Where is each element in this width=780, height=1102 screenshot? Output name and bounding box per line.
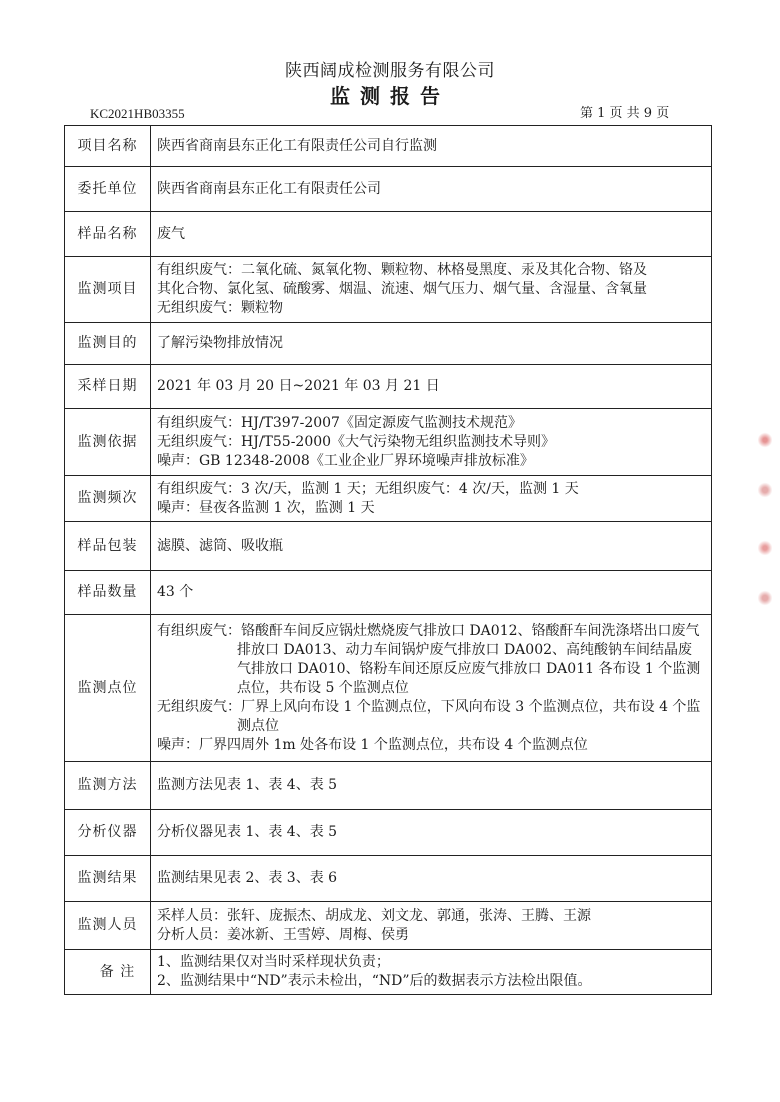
basis-line: 无组织废气：HJ/T55-2000《大气污染物无组织监测技术导则》 (157, 433, 556, 450)
value-items (151, 257, 712, 323)
points-organized: 有组织废气：铬酸酐车间反应锅灶燃烧废气排放口 DA012、铬酸酐车间洗涤塔出口废气排放口 DA013、动力车间锅炉废气排放口 DA002、高纯酸钠车间结晶废气排放口 DA010、铬粉车间还原反应废气排放口 DA011 各布设 1 个监测点位，共布设 5 个监测点位 (157, 622, 701, 696)
value-method: 监测方法见表 1、表 4、表 5 (151, 762, 712, 810)
label-project: 项目名称 (65, 126, 151, 167)
items-line: 其化合物、氯化氢、硫酸雾、烟温、流速、烟气压力、烟气量、含湿量、含氧量 (157, 281, 647, 297)
value-client: 陕西省商南县东正化工有限责任公司 (151, 167, 712, 212)
row-frequency (65, 476, 712, 522)
value-frequency (151, 476, 712, 522)
label-frequency: 监测频次 (65, 476, 151, 522)
label-basis: 监测依据 (65, 409, 151, 476)
value-result: 监测结果见表 2、表 3、表 6 (151, 856, 712, 902)
remarks-line: 1、监测结果仅对当时采样现状负责； (157, 954, 390, 970)
row-basis (65, 409, 712, 476)
page-info: 第 1 页 共 9 页 (580, 106, 670, 121)
value-project: 陕西省商南县东正化工有限责任公司自行监测 (151, 126, 712, 167)
remarks-line: 2、监测结果中“ND”表示未检出，“ND”后的数据表示方法检出限值。 (157, 973, 592, 989)
value-quantity: 43 个 (151, 571, 712, 615)
seal-mark (758, 590, 772, 606)
value-basis (151, 409, 712, 476)
value-packaging: 滤膜、滤筒、吸收瓶 (151, 522, 712, 571)
report-table (64, 125, 712, 995)
row-client (65, 167, 712, 212)
personnel-line: 分析人员：姜冰新、王雪婷、周梅、侯勇 (157, 926, 409, 943)
label-client: 委托单位 (65, 167, 151, 212)
row-points (65, 615, 712, 762)
label-items: 监测项目 (65, 257, 151, 323)
row-instrument (65, 810, 712, 856)
value-points (151, 615, 712, 762)
label-personnel: 监测人员 (65, 902, 151, 950)
row-personnel (65, 902, 712, 950)
seal-mark (758, 432, 772, 448)
label-method: 监测方法 (65, 762, 151, 810)
label-points: 监测点位 (65, 615, 151, 762)
report-number: KC2021HB03355 (90, 106, 185, 121)
report-title: 监测报告 (330, 84, 450, 108)
items-line: 有组织废气：二氧化硫、氮氧化物、颗粒物、林格曼黑度、汞及其化合物、铬及 (157, 262, 647, 278)
points-unorganized: 无组织废气：厂界上风向布设 1 个监测点位，下风向布设 3 个监测点位，共布设 4 个监测点位 (157, 698, 701, 734)
row-packaging (65, 522, 712, 571)
label-instrument: 分析仪器 (65, 810, 151, 856)
row-project (65, 126, 712, 167)
label-remarks: 备 注 (65, 950, 151, 995)
row-quantity (65, 571, 712, 615)
points-noise: 噪声：厂界四周外 1m 处各布设 1 个监测点位，共布设 4 个监测点位 (157, 736, 588, 753)
basis-line: 噪声：GB 12348-2008《工业企业厂界环境噪声排放标准》 (157, 452, 534, 469)
seal-mark (758, 482, 772, 498)
value-sampling-date: 2021 年 03 月 20 日~2021 年 03 月 21 日 (151, 365, 712, 409)
label-sample-name: 样品名称 (65, 212, 151, 257)
value-personnel (151, 902, 712, 950)
row-items (65, 257, 712, 323)
label-purpose: 监测目的 (65, 323, 151, 365)
row-sample-name (65, 212, 712, 257)
frequency-line: 有组织废气：3 次/天，监测 1 天；无组织废气：4 次/天，监测 1 天 (157, 480, 579, 497)
value-remarks (151, 950, 712, 995)
basis-line: 有组织废气：HJ/T397-2007《固定源废气监测技术规范》 (157, 414, 522, 431)
row-sampling-date (65, 365, 712, 409)
company-name: 陕西阔成检测服务有限公司 (285, 61, 495, 81)
value-instrument: 分析仪器见表 1、表 4、表 5 (151, 810, 712, 856)
row-purpose (65, 323, 712, 365)
items-line: 无组织废气：颗粒物 (157, 300, 283, 316)
value-purpose: 了解污染物排放情况 (151, 323, 712, 365)
value-sample-name: 废气 (151, 212, 712, 257)
label-sampling-date: 采样日期 (65, 365, 151, 409)
seal-mark (758, 540, 772, 556)
label-quantity: 样品数量 (65, 571, 151, 615)
label-result: 监测结果 (65, 856, 151, 902)
personnel-line: 采样人员：张轩、庞振杰、胡成龙、刘文龙、郭通，张涛、王腾、王源 (157, 907, 591, 924)
label-packaging: 样品包装 (65, 522, 151, 571)
row-remarks (65, 950, 712, 995)
row-method (65, 762, 712, 810)
row-result (65, 856, 712, 902)
frequency-line: 噪声：昼夜各监测 1 次，监测 1 天 (157, 499, 375, 516)
